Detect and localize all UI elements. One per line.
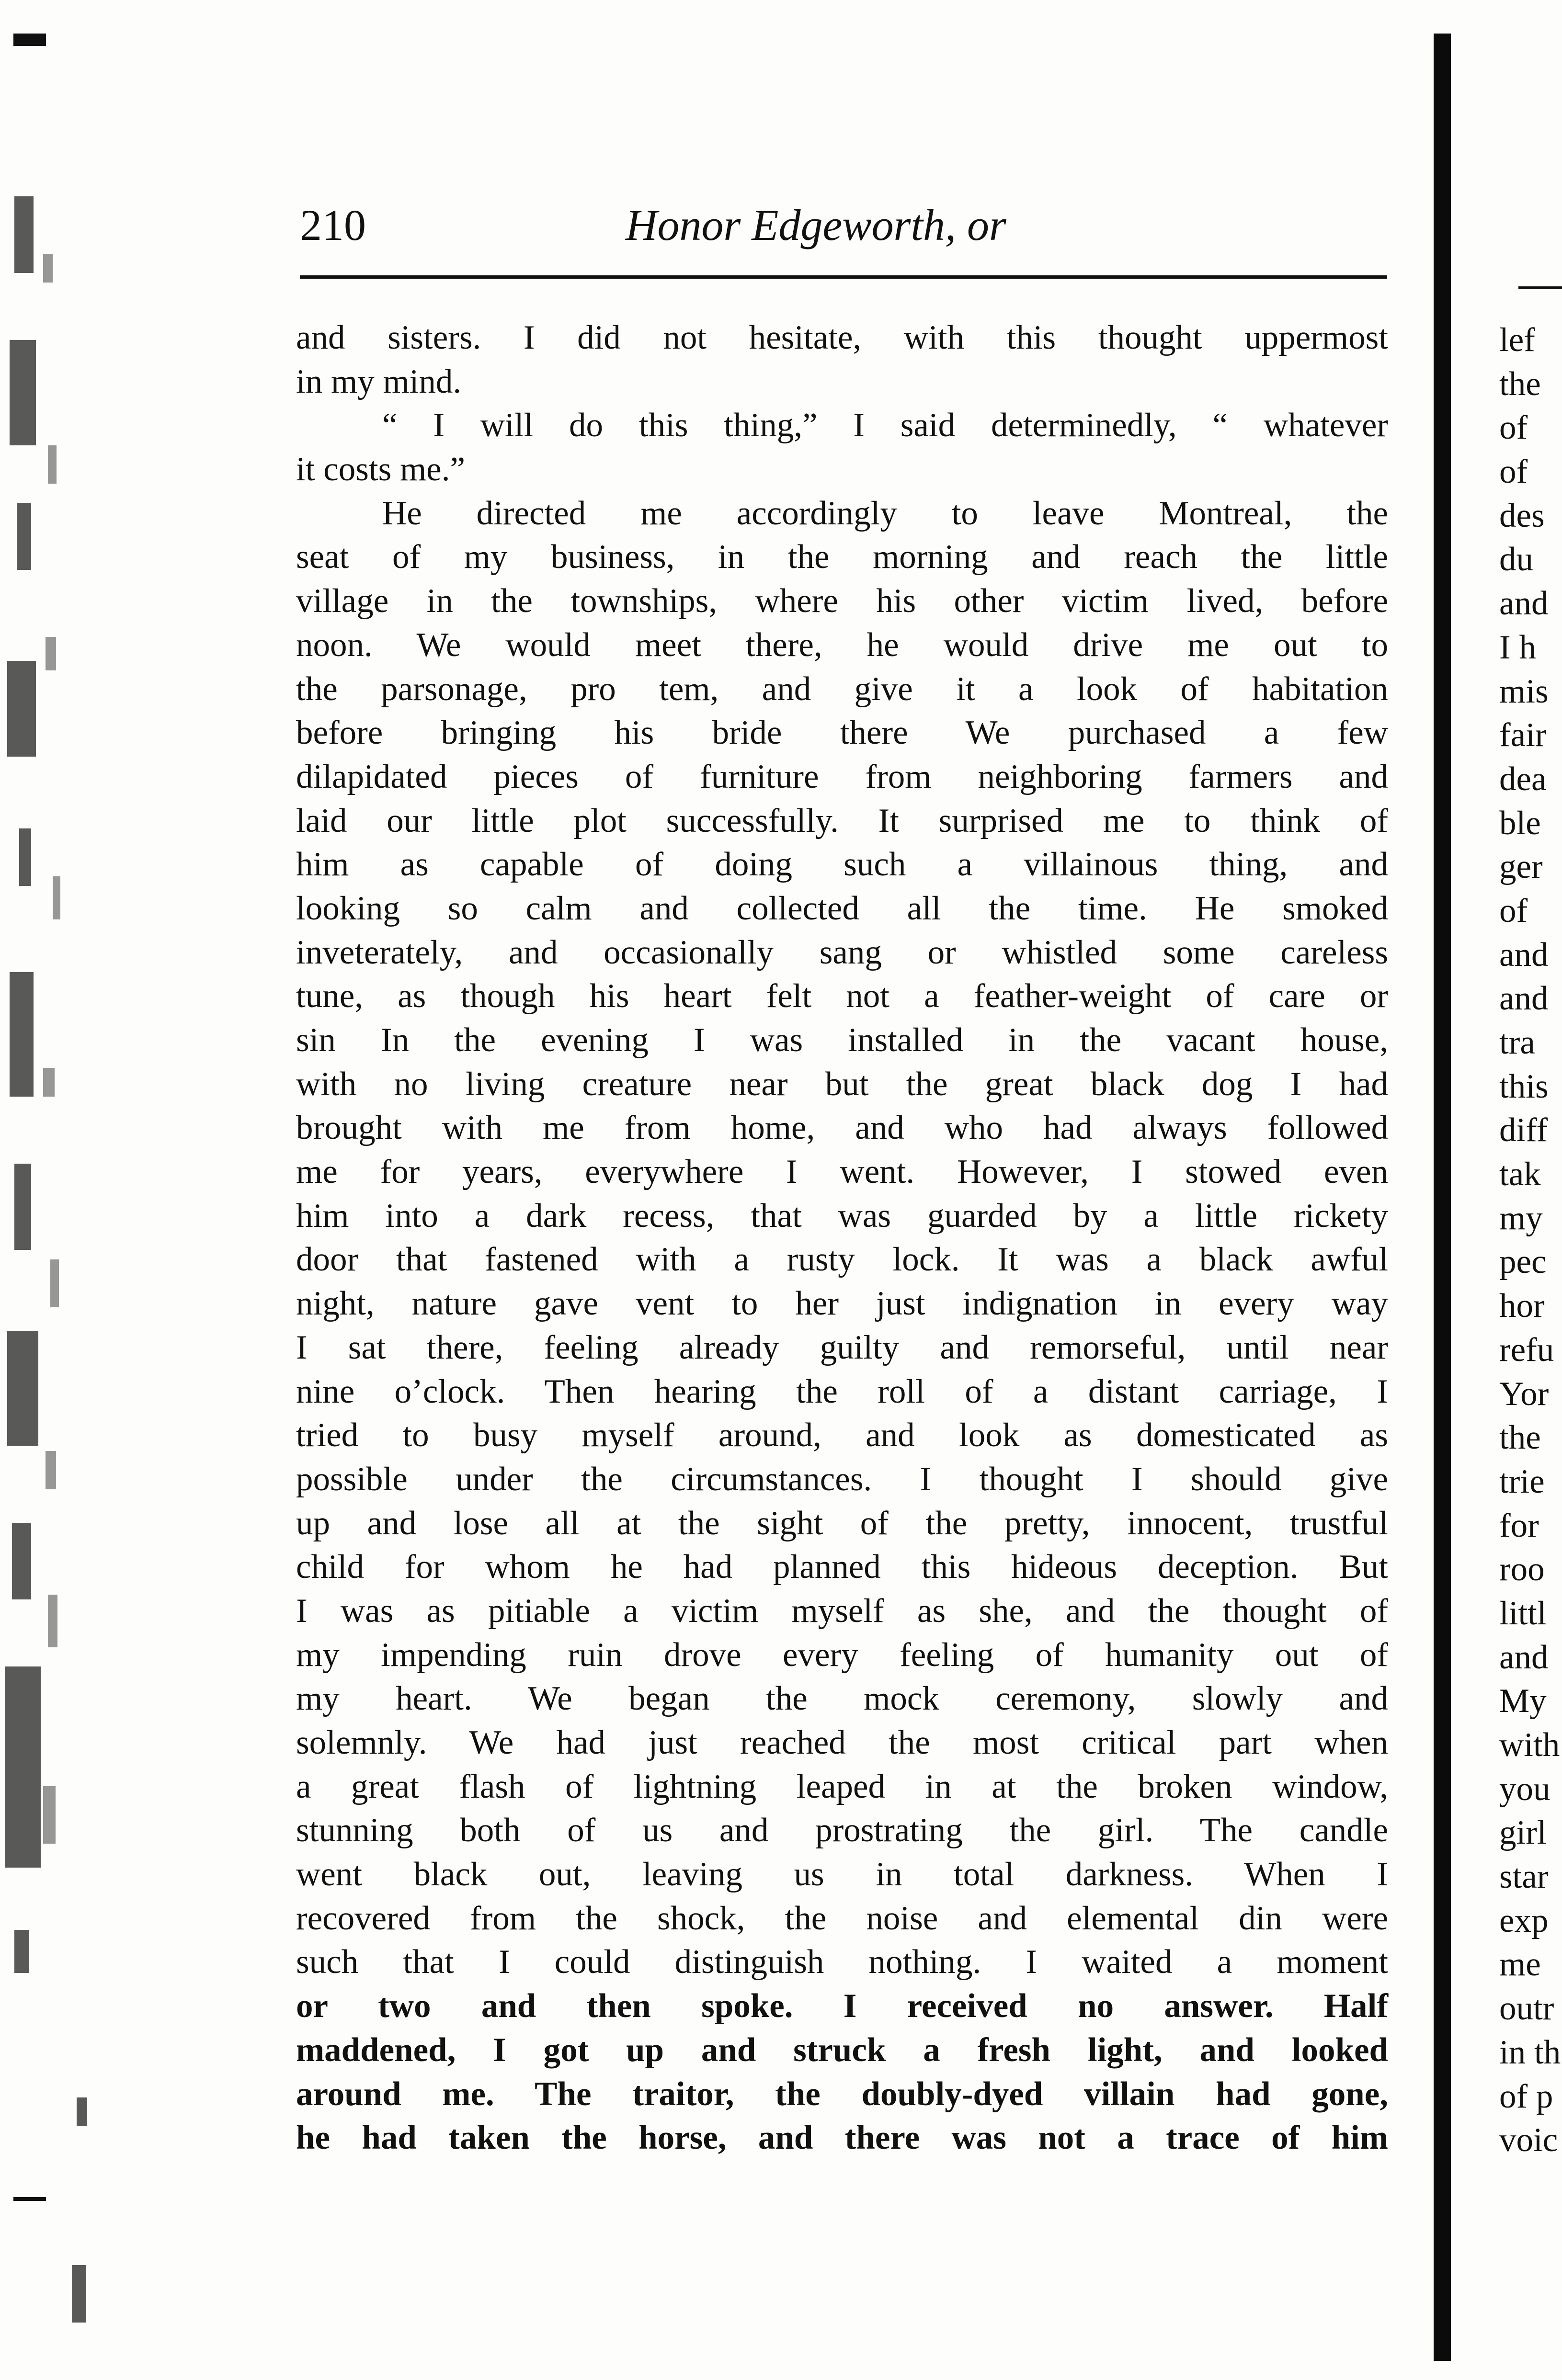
text-line: possible under the circumstances. I thought I should give xyxy=(296,1460,1388,1498)
facing-line: lef xyxy=(1499,321,1535,359)
running-title: Honor Edgeworth, or xyxy=(626,201,1006,249)
facing-line: roo xyxy=(1499,1551,1545,1588)
facing-line: and xyxy=(1499,980,1549,1018)
facing-line: exp xyxy=(1499,1902,1549,1939)
scan-edge-mark xyxy=(13,34,46,46)
facing-line: pec xyxy=(1499,1243,1547,1281)
text-line: it costs me.” xyxy=(296,451,465,488)
facing-line: ble xyxy=(1499,804,1541,842)
facing-line: voic xyxy=(1499,2121,1558,2159)
text-line: I was as pitiable a victim myself as she, and the thought of xyxy=(296,1592,1388,1630)
text-line: stunning both of us and prostrating the girl. The candle xyxy=(296,1812,1388,1849)
facing-line: outr xyxy=(1499,1990,1554,2028)
facing-line: littl xyxy=(1499,1594,1547,1632)
facing-line: you xyxy=(1499,1770,1551,1808)
text-line: in my mind. xyxy=(296,363,462,400)
text-line: dilapidated pieces of furniture from neighboring farmers and xyxy=(296,758,1388,795)
text-line: my heart. We began the mock ceremony, slowly and xyxy=(296,1680,1388,1718)
text-line: recovered from the shock, the noise and elemental din were xyxy=(296,1899,1388,1937)
text-line: with no living creature near but the great black dog I had xyxy=(296,1065,1388,1103)
text-line: “ I will do this thing,” I said determinedly, “ whatever xyxy=(382,407,1388,444)
facing-line: girl xyxy=(1499,1814,1547,1852)
facing-line: in th xyxy=(1499,2033,1561,2071)
facing-line: for xyxy=(1499,1507,1539,1544)
text-line: inveterately, and occasionally sang or whistled some careless xyxy=(296,933,1388,971)
text-line: or two and then spoke. I received no answer. Half xyxy=(296,1987,1388,2025)
body-text xyxy=(296,316,1388,2160)
facing-line: du xyxy=(1499,541,1533,578)
facing-line: my xyxy=(1499,1199,1543,1237)
facing-line: the xyxy=(1499,365,1541,403)
facing-page-rule xyxy=(1518,286,1562,289)
text-line: tune, as though his heart felt not a feather-weight of care or xyxy=(296,977,1388,1015)
text-line: went black out, leaving us in total darkness. When I xyxy=(296,1856,1388,1893)
facing-line: trie xyxy=(1499,1462,1545,1500)
text-line: He directed me accordingly to leave Montreal, the xyxy=(382,494,1388,532)
facing-line: fair xyxy=(1499,716,1547,754)
text-line: sin In the evening I was installed in the vacant house, xyxy=(296,1021,1388,1059)
facing-line: of xyxy=(1499,453,1528,491)
text-line: him into a dark recess, that was guarded by a little rickety xyxy=(296,1197,1388,1235)
running-head xyxy=(300,196,1382,254)
text-line: a great flash of lightning leaped in at the broken window, xyxy=(296,1768,1388,1805)
text-line: he had taken the horse, and there was not a trace of him xyxy=(296,2119,1388,2157)
facing-line: tra xyxy=(1499,1024,1535,1061)
facing-line: dea xyxy=(1499,760,1547,798)
text-line: night, nature gave vent to her just indignation in every way xyxy=(296,1285,1388,1323)
binding-edge-noise xyxy=(0,158,110,2361)
facing-line: refu xyxy=(1499,1331,1554,1369)
facing-line: and xyxy=(1499,585,1549,623)
text-line: laid our little plot successfully. It surprised me to think of xyxy=(296,802,1388,839)
text-line: the parsonage, pro tem, and give it a look of habitation xyxy=(296,670,1388,708)
facing-line: tak xyxy=(1499,1156,1541,1193)
text-line: door that fastened with a rusty lock. It was a black awful xyxy=(296,1241,1388,1279)
facing-line: with xyxy=(1499,1726,1560,1764)
text-line: me for years, everywhere I went. However, I stowed even xyxy=(296,1153,1388,1191)
text-line: maddened, I got up and struck a fresh light, and looked xyxy=(296,2031,1388,2069)
facing-line: Yor xyxy=(1499,1375,1549,1413)
page-number: 210 xyxy=(300,201,366,249)
text-line: such that I could distinguish nothing. I waited a moment xyxy=(296,1943,1388,1981)
facing-line: I h xyxy=(1499,628,1536,666)
facing-line: of p xyxy=(1499,2077,1553,2115)
text-line: seat of my business, in the morning and reach the little xyxy=(296,538,1388,576)
text-line: I sat there, feeling already guilty and remorseful, until near xyxy=(296,1328,1388,1366)
facing-line: diff xyxy=(1499,1111,1548,1149)
facing-line: me xyxy=(1499,1946,1541,1983)
facing-line: and xyxy=(1499,1638,1549,1676)
text-line: my impending ruin drove every feeling of humanity out of xyxy=(296,1636,1388,1674)
text-line: him as capable of doing such a villainous thing, and xyxy=(296,846,1388,884)
text-line: looking so calm and collected all the time. He smoked xyxy=(296,889,1388,927)
facing-line: ger xyxy=(1499,848,1543,886)
facing-line: of xyxy=(1499,409,1528,447)
text-line: brought with me from home, and who had always followed xyxy=(296,1109,1388,1147)
facing-line: mis xyxy=(1499,672,1549,710)
text-line: noon. We would meet there, he would drive me out to xyxy=(296,626,1388,664)
facing-line: hor xyxy=(1499,1287,1545,1325)
text-line: solemnly. We had just reached the most critical part when xyxy=(296,1724,1388,1761)
text-line: before bringing his bride there We purchased a few xyxy=(296,714,1388,752)
text-line: up and lose all at the sight of the pretty, innocent, trustful xyxy=(296,1504,1388,1542)
text-line: around me. The traitor, the doubly-dyed villain had gone, xyxy=(296,2075,1388,2113)
text-line: village in the townships, where his other victim lived, before xyxy=(296,582,1388,620)
facing-line: and xyxy=(1499,936,1549,974)
facing-line: of xyxy=(1499,892,1528,929)
text-line: nine o’clock. Then hearing the roll of a distant carriage, I xyxy=(296,1372,1388,1410)
facing-line: star xyxy=(1499,1858,1549,1896)
facing-line: des xyxy=(1499,497,1545,534)
header-rule xyxy=(300,275,1387,279)
gutter-shadow-bar xyxy=(1434,34,1451,2361)
facing-line: this xyxy=(1499,1067,1549,1105)
facing-line: My xyxy=(1499,1682,1547,1720)
text-line: tried to busy myself around, and look as domesticated as xyxy=(296,1417,1388,1454)
text-line: and sisters. I did not hesitate, with this thought uppermost xyxy=(296,319,1388,356)
facing-line: the xyxy=(1499,1419,1541,1457)
facing-page-fragments xyxy=(1499,318,1562,2163)
text-line: child for whom he had planned this hideous deception. But xyxy=(296,1548,1388,1586)
